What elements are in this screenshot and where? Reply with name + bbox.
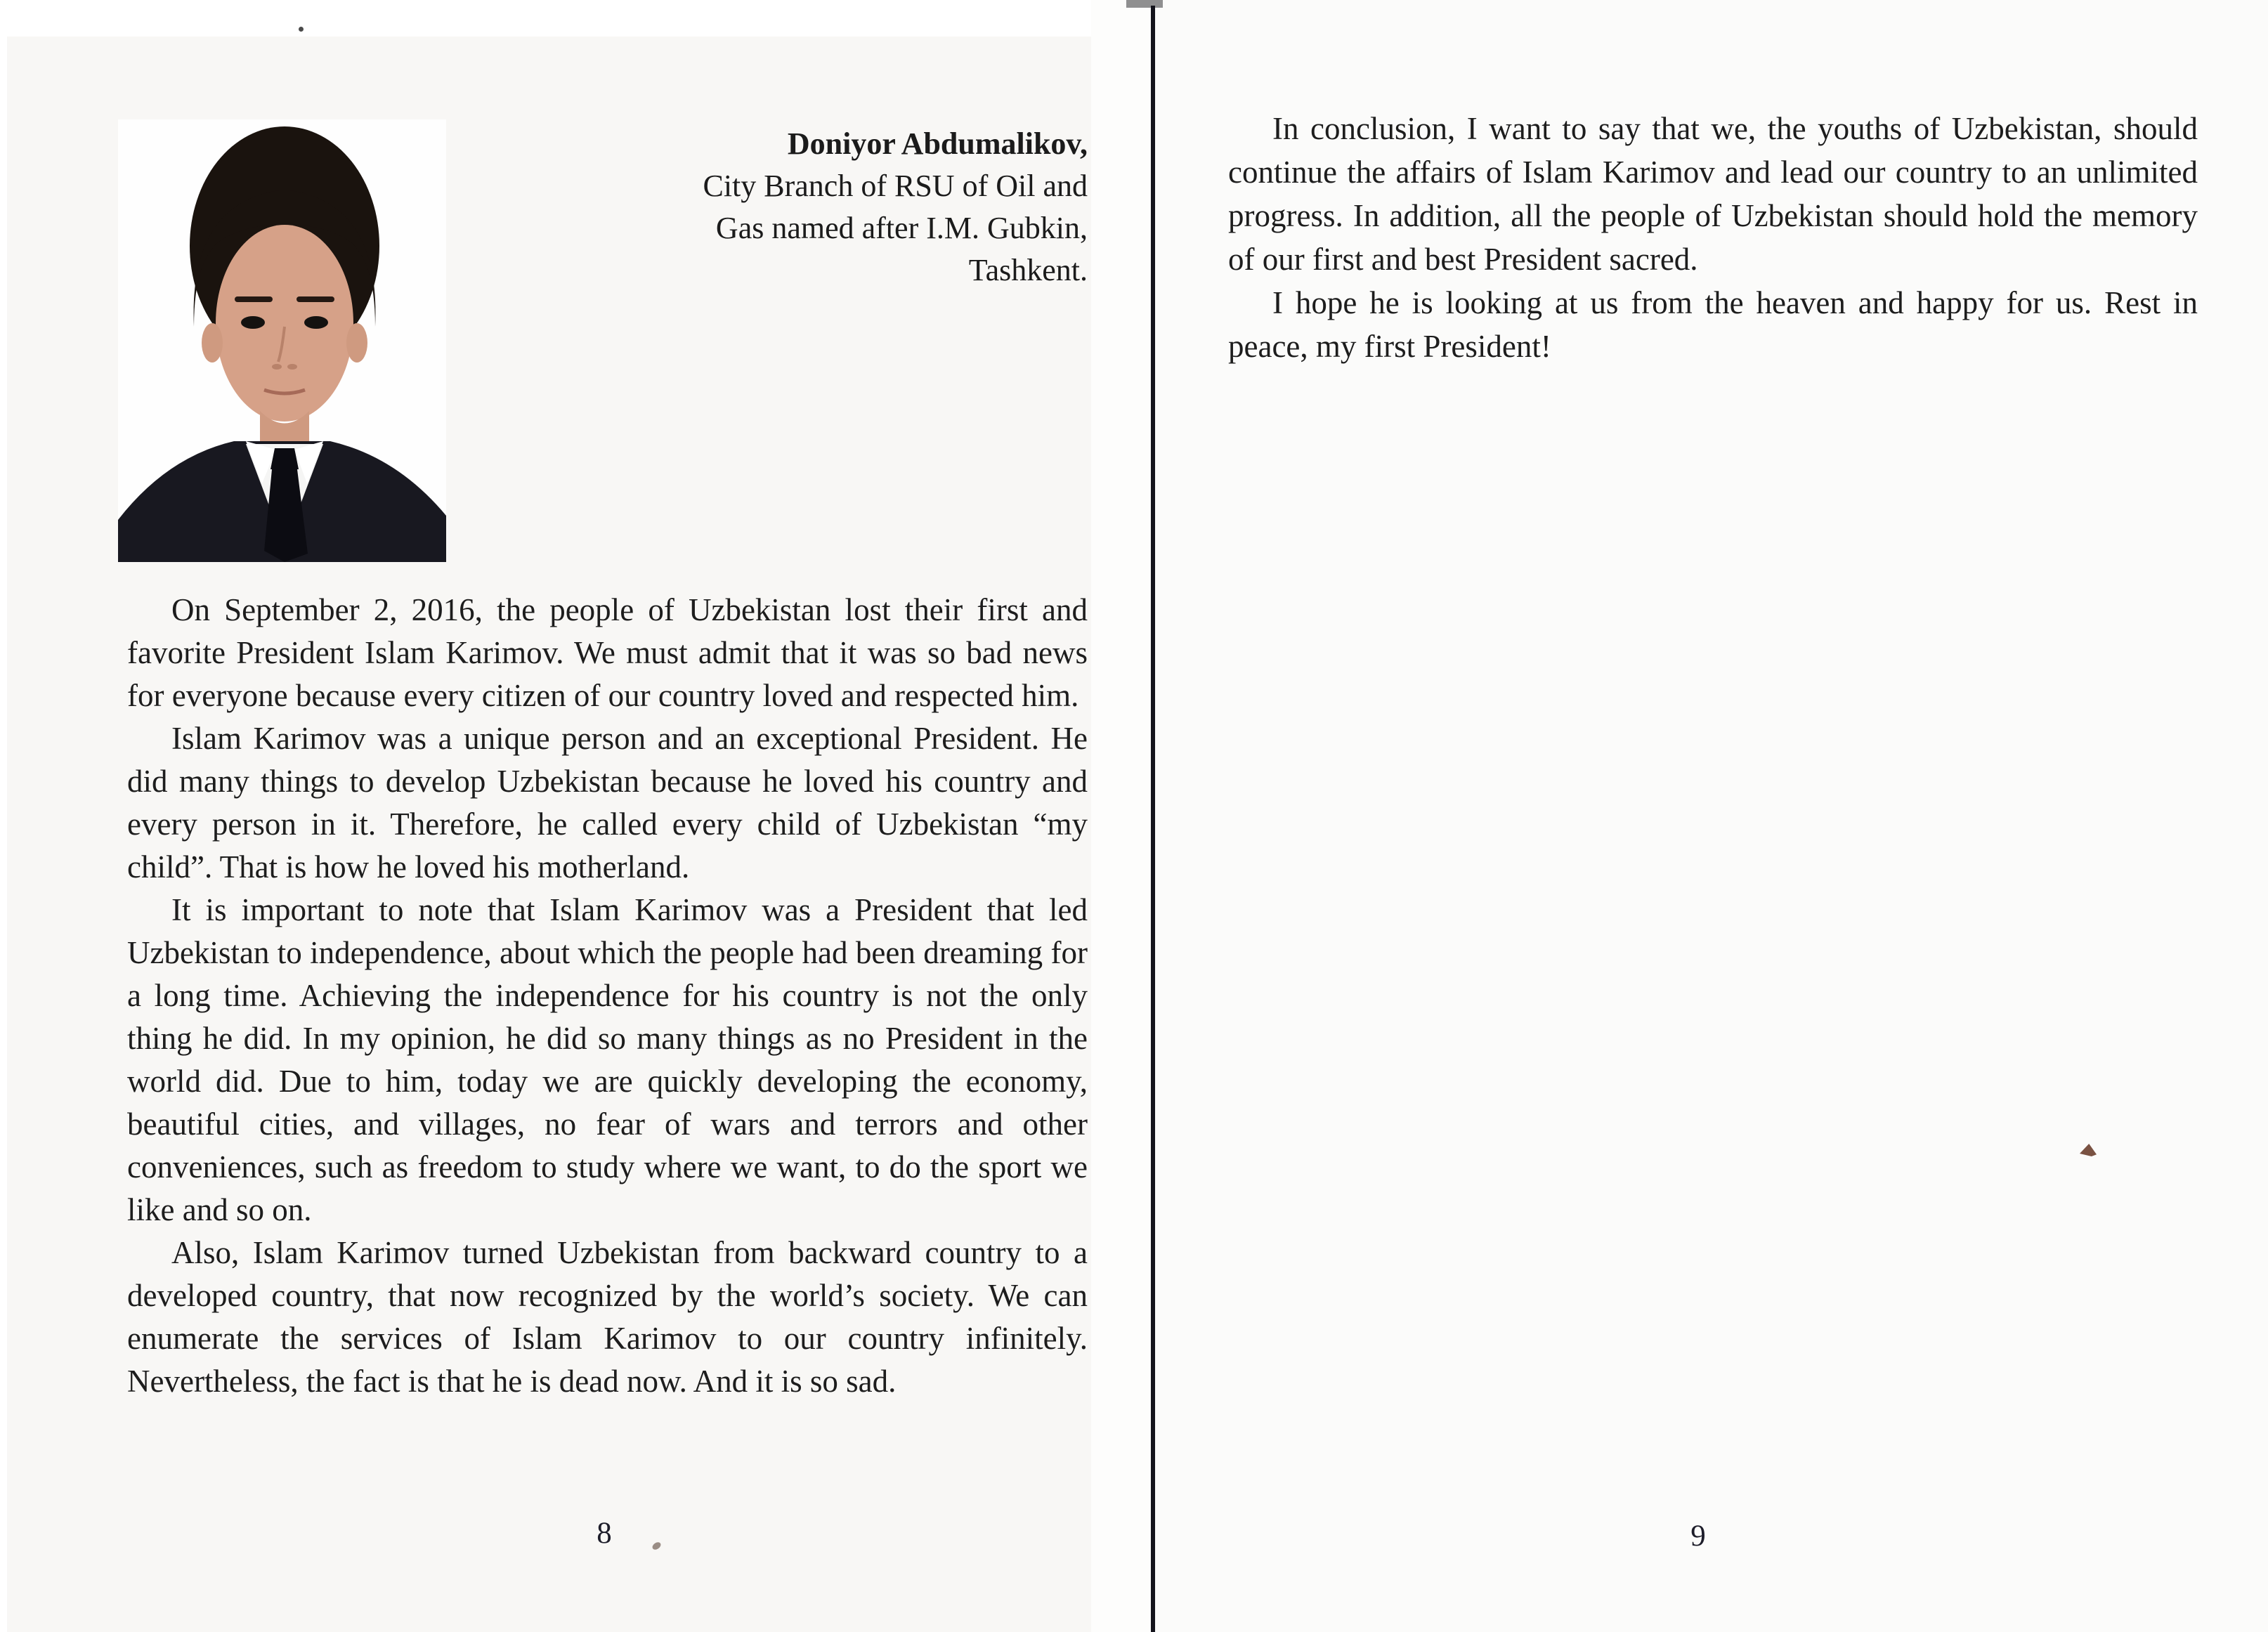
eyebrow-left <box>235 296 273 302</box>
nostril-left <box>272 364 282 370</box>
paragraph: On September 2, 2016, the people of Uzbekistan lost their first and favorite President Islam Karimov. We must admit that it was so bad news for everyone because every citizen of our country loved and respected him. <box>127 592 1088 713</box>
spine-line <box>1151 6 1155 1632</box>
spine-top-mark <box>1126 0 1163 8</box>
paragraph: Islam Karimov was a unique person and an exceptional President. He did many things to develop Uzbekistan because he loved his country and every person in it. Therefore, he called every child of Uzbekistan “my child”. That is how he loved his motherland. <box>127 721 1088 884</box>
byline-affiliation-line: Tashkent. <box>968 253 1088 287</box>
page-gutter <box>1091 0 1151 1632</box>
right-page-body <box>1228 107 2198 368</box>
left-page-body <box>127 589 1088 1403</box>
tie-knot <box>271 448 299 469</box>
byline-name: Doniyor Abdumalikov, <box>787 126 1088 161</box>
paragraph: I hope he is looking at us from the heaven and happy for us. Rest in peace, my first President! <box>1228 285 2198 364</box>
byline-affiliation-line: City Branch of RSU of Oil and <box>703 169 1088 203</box>
page-number-left: 8 <box>597 1517 612 1550</box>
ear-left <box>202 323 223 363</box>
ear-right <box>346 323 367 363</box>
eye-right <box>304 316 328 329</box>
byline-affiliation-line: Gas named after I.M. Gubkin, <box>715 211 1088 245</box>
eyebrow-right <box>296 296 334 302</box>
paragraph: Also, Islam Karimov turned Uzbekistan from backward country to a developed country, that now recognized by the world’s society. We can enumerate the services of Islam Karimov to our country infinitely. Nevertheless, the fact is that he is dead now. And it is so sad. <box>127 1235 1088 1399</box>
portrait-photo <box>118 119 446 562</box>
page-number-right: 9 <box>1690 1520 1706 1553</box>
paragraph: In conclusion, I want to say that we, the youths of Uzbekistan, should continue the affairs of Islam Karimov and lead our country to an unlimited progress. In addition, all the people of Uzbekistan should hold the memory of our first and best President sacred. <box>1228 111 2198 277</box>
byline <box>492 123 1088 292</box>
paragraph: It is important to note that Islam Karimov was a President that led Uzbekistan to independence, about which the people had been dreaming for a long time. Achieving the independence for his country is not the only thing he did. In my opinion, he did so many things as no President in the world did. Due to him, today we are quickly developing the economy, beautiful cities, and villages, no fear of wars and terrors and other conveniences, such as freedom to study where we want, to do the sport we like and so on. <box>127 892 1088 1227</box>
eye-left <box>241 316 265 329</box>
nostril-right <box>287 364 297 370</box>
dust-speck <box>299 27 304 32</box>
